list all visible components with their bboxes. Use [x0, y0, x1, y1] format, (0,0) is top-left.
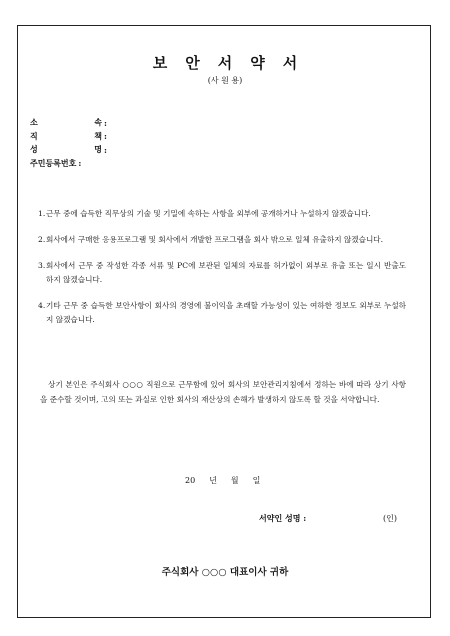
date-month: 월 [230, 476, 239, 485]
document-title [0, 52, 450, 73]
field-resident-number [30, 157, 230, 171]
item-text: 기타 근무 중 습득한 보안사항이 회사의 경영에 불이익을 초래할 가능성이 있는 여하한 정보도 외부로 누설하지 않겠습니다. [46, 301, 406, 324]
title-char: 약 [250, 54, 265, 72]
seal-mark: (인) [383, 514, 397, 523]
date-day: 일 [252, 476, 261, 485]
field-label: 직 책 [30, 130, 102, 141]
field-colon: : [104, 144, 107, 155]
item-text: 근무 중에 습득한 직무상의 기술 및 기밀에 속하는 사항을 외부에 공개하거나 누설하지 않겠습니다. [46, 209, 371, 218]
title-char: 서 [282, 54, 298, 72]
addressee: 주식회사 ○○○ 대표이사 귀하 [161, 567, 289, 578]
date-line [185, 475, 274, 486]
field-colon: : [104, 131, 107, 142]
title-char: 안 [185, 54, 200, 72]
signature-label: 서약인 성명 : [259, 513, 307, 523]
info-fields [30, 116, 230, 170]
title-char: 보 [152, 54, 168, 72]
field-name [30, 143, 230, 157]
field-position [30, 130, 230, 144]
field-label: 성 명 [30, 144, 102, 155]
pledge-items [38, 207, 406, 339]
list-item [38, 299, 406, 327]
field-label: 소 속 [30, 117, 102, 128]
item-number: 2. [38, 235, 46, 244]
date-year-prefix: 20 [185, 476, 196, 485]
date-year: 년 [209, 476, 217, 485]
item-text: 회사에서 근무 중 작성한 각종 서류 및 PC에 보관된 일체의 자료를 허가없이 외부로 유출 또는 일시 반출도 하지 않겠습니다. [46, 261, 406, 284]
item-text: 회사에서 구매한 응용프로그램 및 회사에서 개발한 프로그램을 회사 밖으로 일체 유출하지 않겠습니다. [46, 235, 384, 244]
list-item [38, 259, 406, 287]
list-item [38, 207, 406, 221]
document-subtitle: (사 원 용) [207, 76, 243, 85]
list-item [38, 233, 406, 247]
title-char: 서 [217, 54, 233, 72]
item-number: 4. [38, 301, 46, 310]
pledge-paragraph: 상기 본인은 주식회사 ○○○ 직원으로 근무함에 있어 회사의 보안관리지침에서 정하는 바에 따라 상기 사항을 준수할 것이며, 고의 또는 과실로 인한 회사의 재산상의 손해가 발생하지 않도록 할 것을 서약합니다. [40, 380, 406, 404]
field-affiliation [30, 116, 230, 130]
field-colon: : [104, 117, 107, 128]
field-label: 주민등록번호 [30, 157, 77, 168]
item-number: 3. [38, 261, 46, 270]
field-colon: : [78, 158, 82, 169]
item-number: 1. [38, 209, 46, 218]
